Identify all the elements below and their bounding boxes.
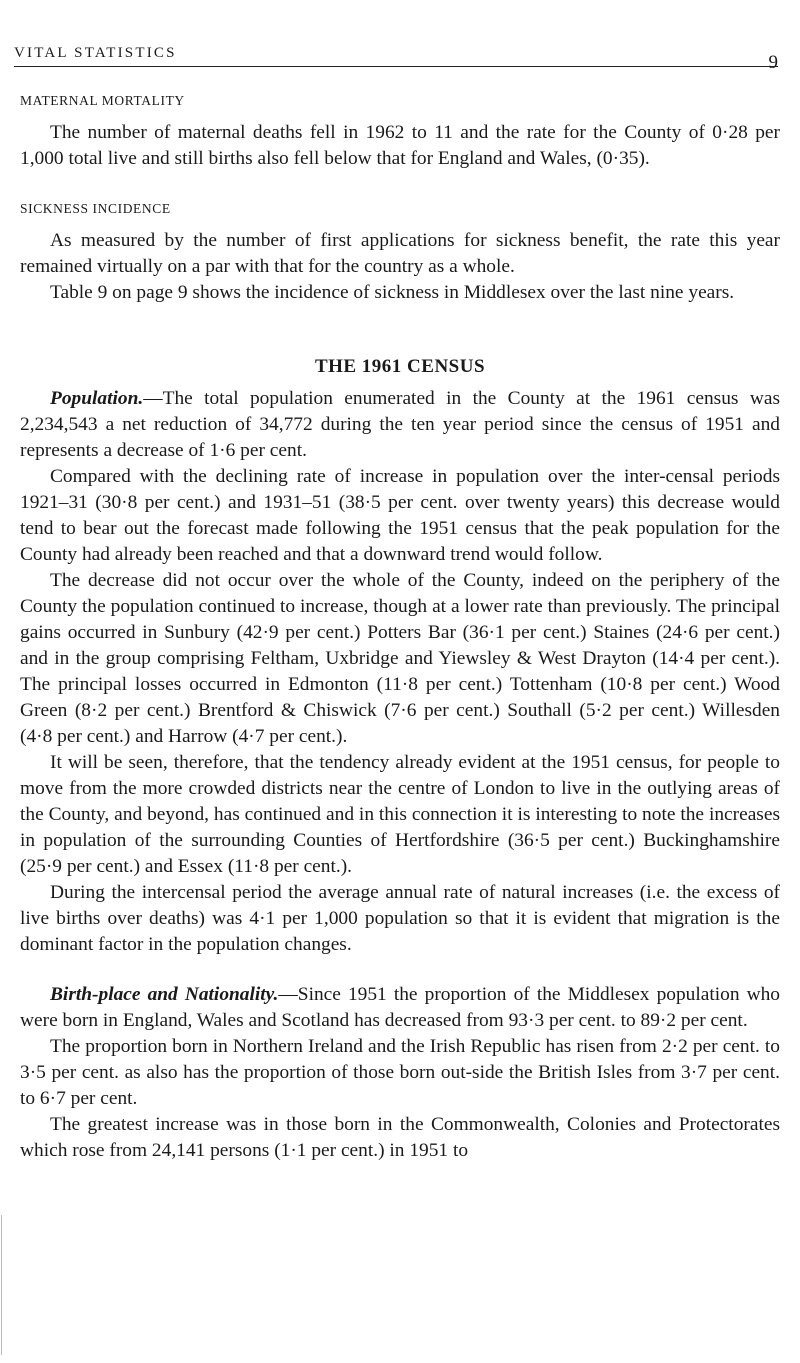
population-run-in: Population.	[50, 388, 144, 409]
page-number: 9	[768, 52, 778, 73]
census-title: THE 1961 CENSUS	[314, 356, 486, 377]
census-population-paragraph	[20, 386, 780, 464]
birthplace-run-in: Birth-place and Nationality.	[50, 984, 279, 1005]
birthplace-paragraph-ireland: The proportion born in Northern Ireland and the Irish Republic has risen from 2·2 per cent. to 3·5 per cent. as also has the proportion of those born out-side the British Isles from 3·7 per cent. to 6·7 per cent.	[20, 1036, 780, 1109]
heading-sickness-incidence: SICKNESS INCIDENCE	[20, 201, 171, 216]
census-paragraph-intercensal: Compared with the declining rate of increase in population over the inter-censal periods 1921–31 (30·8 per cent.) and 1931–51 (38·5 per cent. over twenty years) this decrease would tend to bear out the forecast made following the 1951 census that the peak population for the County had already been reached and that a downward trend would follow.	[20, 466, 780, 565]
birthplace-paragraph-commonwealth: The greatest increase was in those born in the Commonwealth, Colonies and Protectorates which rose from 24,141 persons (1·1 per cent.) in 1951 to	[20, 1114, 780, 1161]
population-text: —The total population enumerated in the County at the 1961 census was 2,234,543 a net reduction of 34,772 during the ten year period since the census of 1951 and represents a decrease of 1·6 per cent.	[20, 388, 780, 461]
sickness-paragraph-2: Table 9 on page 9 shows the incidence of sickness in Middlesex over the last nine years.	[50, 282, 735, 303]
birthplace-paragraph	[20, 982, 780, 1034]
margin-rule	[1, 1215, 2, 1355]
running-title: VITAL STATISTICS	[14, 45, 177, 61]
census-paragraph-gains-losses: The decrease did not occur over the whole of the County, indeed on the periphery of the County the population continued to increase, though at a lower rate than previously. The principal gains occurred in Sunbury (42·9 per cent.) Potters Bar (36·1 per cent.) Staines (24·6 per cent.) and in the group comprising Feltham, Uxbridge and Yiewsley & West Drayton (14·4 per cent.). The principal losses occurred in Edmonton (11·8 per cent.) Tottenham (10·8 per cent.) Wood Green (8·2 per cent.) Brentford & Chiswick (7·6 per cent.) Southall (5·2 per cent.) Willesden (4·8 per cent.) and Harrow (4·7 per cent.).	[20, 570, 780, 747]
maternal-paragraph: The number of maternal deaths fell in 1962 to 11 and the rate for the County of 0·28 per 1,000 total live and still births also fell below that for England and Wales, (0·35).	[20, 122, 780, 169]
birthplace-text: —Since 1951 the proportion of the Middlesex population who were born in England, Wales and Scotland has decreased from 93·3 per cent. to 89·2 per cent.	[20, 984, 781, 1031]
census-paragraph-migration-trend: It will be seen, therefore, that the tendency already evident at the 1951 census, for people to move from the more crowded districts near the centre of London to live in the outlying areas of the County, and beyond, has continued and in this connection it is interesting to note the increases in population of the surrounding Counties of Hertfordshire (36·5 per cent.) Buckinghamshire (25·9 per cent.) and Essex (11·8 per cent.).	[20, 752, 780, 877]
body-text	[20, 88, 780, 1164]
sickness-paragraph-1: As measured by the number of first applications for sickness benefit, the rate this year remained virtually on a par with that for the country as a whole.	[20, 230, 780, 277]
running-header	[14, 40, 778, 73]
heading-maternal-mortality: MATERNAL MORTALITY	[20, 93, 185, 108]
census-paragraph-natural-increase: During the intercensal period the average annual rate of natural increases (i.e. the excess of live births over deaths) was 4·1 per 1,000 population so that it is evident that migration is the dominant factor in the population changes.	[20, 882, 780, 955]
